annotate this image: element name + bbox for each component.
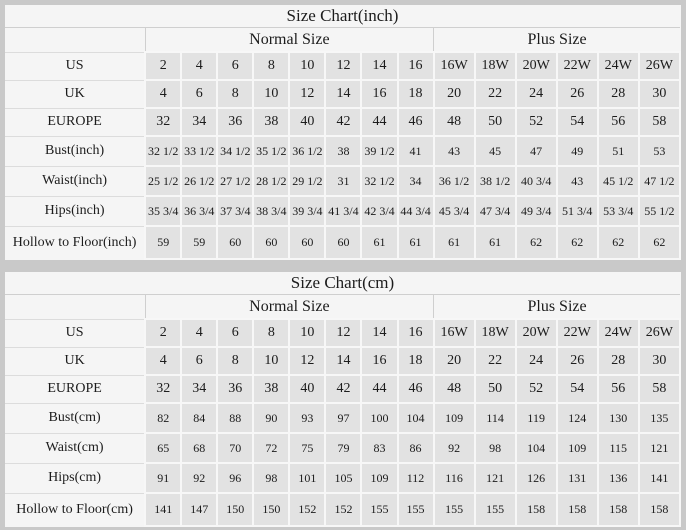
row-label: Waist(cm) <box>5 433 145 463</box>
table-title-row <box>5 5 680 28</box>
size-value-cell: 2 <box>145 319 181 347</box>
size-value-cell: 55 1/2 <box>639 196 680 226</box>
size-value-cell: 60 <box>253 226 289 259</box>
table-row <box>5 196 680 226</box>
table-title-row <box>5 272 680 295</box>
size-value-cell: 28 <box>598 80 639 108</box>
size-value-cell: 6 <box>181 347 217 375</box>
size-value-cell: 155 <box>361 493 397 526</box>
size-value-cell: 45 3/4 <box>434 196 475 226</box>
size-value-cell: 18W <box>475 319 516 347</box>
size-value-cell: 136 <box>598 463 639 493</box>
plus-size-header: Plus Size <box>434 28 680 53</box>
row-label: Bust(inch) <box>5 136 145 166</box>
size-value-cell: 39 3/4 <box>289 196 325 226</box>
size-value-cell: 26W <box>639 319 680 347</box>
size-value-cell: 44 <box>361 375 397 403</box>
size-value-cell: 46 <box>398 108 434 136</box>
size-value-cell: 12 <box>325 319 361 347</box>
size-value-cell: 52 <box>516 375 557 403</box>
size-value-cell: 38 <box>253 375 289 403</box>
size-value-cell: 8 <box>253 52 289 80</box>
size-value-cell: 41 3/4 <box>325 196 361 226</box>
size-value-cell: 155 <box>475 493 516 526</box>
size-value-cell: 35 1/2 <box>253 136 289 166</box>
size-value-cell: 38 <box>253 108 289 136</box>
size-value-cell: 30 <box>639 80 680 108</box>
size-value-cell: 22W <box>557 319 598 347</box>
table-row <box>5 52 680 80</box>
table-row <box>5 463 680 493</box>
size-value-cell: 29 1/2 <box>289 166 325 196</box>
size-value-cell: 147 <box>181 493 217 526</box>
row-label: Bust(cm) <box>5 403 145 433</box>
size-value-cell: 60 <box>325 226 361 259</box>
size-value-cell: 34 <box>181 108 217 136</box>
size-value-cell: 96 <box>217 463 253 493</box>
size-value-cell: 83 <box>361 433 397 463</box>
size-value-cell: 116 <box>434 463 475 493</box>
size-value-cell: 24W <box>598 52 639 80</box>
size-value-cell: 14 <box>361 319 397 347</box>
size-value-cell: 45 <box>475 136 516 166</box>
size-value-cell: 42 <box>325 108 361 136</box>
table-row <box>5 493 680 526</box>
normal-size-header: Normal Size <box>145 295 433 320</box>
size-value-cell: 25 1/2 <box>145 166 181 196</box>
size-value-cell: 48 <box>434 375 475 403</box>
size-value-cell: 38 1/2 <box>475 166 516 196</box>
size-value-cell: 36 <box>217 108 253 136</box>
size-value-cell: 28 1/2 <box>253 166 289 196</box>
size-value-cell: 16 <box>361 347 397 375</box>
size-value-cell: 40 3/4 <box>516 166 557 196</box>
plus-size-header: Plus Size <box>434 295 680 320</box>
size-value-cell: 43 <box>557 166 598 196</box>
row-label: Hollow to Floor(cm) <box>5 493 145 526</box>
size-value-cell: 58 <box>639 375 680 403</box>
size-value-cell: 8 <box>217 347 253 375</box>
size-value-cell: 4 <box>145 347 181 375</box>
size-value-cell: 61 <box>475 226 516 259</box>
size-value-cell: 62 <box>598 226 639 259</box>
row-label: EUROPE <box>5 375 145 403</box>
size-value-cell: 8 <box>253 319 289 347</box>
size-value-cell: 59 <box>145 226 181 259</box>
size-value-cell: 65 <box>145 433 181 463</box>
size-value-cell: 53 <box>639 136 680 166</box>
size-value-cell: 18 <box>398 80 434 108</box>
size-value-cell: 30 <box>639 347 680 375</box>
size-value-cell: 47 <box>516 136 557 166</box>
size-value-cell: 41 <box>398 136 434 166</box>
size-chart-cm-container <box>5 272 681 527</box>
size-value-cell: 40 <box>289 375 325 403</box>
size-value-cell: 6 <box>217 52 253 80</box>
size-value-cell: 14 <box>325 80 361 108</box>
size-value-cell: 14 <box>325 347 361 375</box>
size-value-cell: 100 <box>361 403 397 433</box>
size-value-cell: 34 1/2 <box>217 136 253 166</box>
size-value-cell: 50 <box>475 375 516 403</box>
size-value-cell: 42 <box>325 375 361 403</box>
size-value-cell: 47 3/4 <box>475 196 516 226</box>
size-value-cell: 124 <box>557 403 598 433</box>
size-value-cell: 150 <box>253 493 289 526</box>
size-value-cell: 24 <box>516 80 557 108</box>
size-value-cell: 91 <box>145 463 181 493</box>
size-value-cell: 8 <box>217 80 253 108</box>
size-value-cell: 61 <box>434 226 475 259</box>
size-value-cell: 33 1/2 <box>181 136 217 166</box>
size-value-cell: 12 <box>325 52 361 80</box>
column-group-row <box>5 28 680 53</box>
size-value-cell: 62 <box>557 226 598 259</box>
size-value-cell: 44 <box>361 108 397 136</box>
size-value-cell: 60 <box>217 226 253 259</box>
size-value-cell: 112 <box>398 463 434 493</box>
size-value-cell: 97 <box>325 403 361 433</box>
size-value-cell: 131 <box>557 463 598 493</box>
size-value-cell: 28 <box>598 347 639 375</box>
size-value-cell: 38 <box>325 136 361 166</box>
size-value-cell: 62 <box>516 226 557 259</box>
row-label: Hips(cm) <box>5 463 145 493</box>
size-value-cell: 45 1/2 <box>598 166 639 196</box>
size-value-cell: 51 3/4 <box>557 196 598 226</box>
table-row <box>5 319 680 347</box>
size-value-cell: 16 <box>361 80 397 108</box>
table-row <box>5 347 680 375</box>
size-value-cell: 20 <box>434 80 475 108</box>
size-value-cell: 92 <box>181 463 217 493</box>
size-value-cell: 38 3/4 <box>253 196 289 226</box>
size-value-cell: 24 <box>516 347 557 375</box>
size-value-cell: 88 <box>217 403 253 433</box>
size-value-cell: 36 1/2 <box>289 136 325 166</box>
size-value-cell: 60 <box>289 226 325 259</box>
size-value-cell: 101 <box>289 463 325 493</box>
size-value-cell: 126 <box>516 463 557 493</box>
size-value-cell: 115 <box>598 433 639 463</box>
size-value-cell: 22 <box>475 80 516 108</box>
size-value-cell: 98 <box>253 463 289 493</box>
size-value-cell: 22W <box>557 52 598 80</box>
size-value-cell: 36 <box>217 375 253 403</box>
size-value-cell: 105 <box>325 463 361 493</box>
size-chart-table <box>5 272 681 527</box>
size-value-cell: 104 <box>398 403 434 433</box>
size-chart-inch-container <box>5 5 681 260</box>
row-label: US <box>5 52 145 80</box>
size-value-cell: 18W <box>475 52 516 80</box>
size-value-cell: 49 <box>557 136 598 166</box>
table-row <box>5 375 680 403</box>
table-row <box>5 403 680 433</box>
size-value-cell: 10 <box>289 319 325 347</box>
size-value-cell: 51 <box>598 136 639 166</box>
size-value-cell: 61 <box>398 226 434 259</box>
size-value-cell: 10 <box>289 52 325 80</box>
size-value-cell: 31 <box>325 166 361 196</box>
size-value-cell: 141 <box>145 493 181 526</box>
row-label: Hollow to Floor(inch) <box>5 226 145 259</box>
table-title: Size Chart(inch) <box>5 5 680 28</box>
size-value-cell: 59 <box>181 226 217 259</box>
size-value-cell: 158 <box>516 493 557 526</box>
size-value-cell: 2 <box>145 52 181 80</box>
size-value-cell: 98 <box>475 433 516 463</box>
size-value-cell: 26 1/2 <box>181 166 217 196</box>
size-value-cell: 48 <box>434 108 475 136</box>
size-value-cell: 32 1/2 <box>145 136 181 166</box>
size-value-cell: 35 3/4 <box>145 196 181 226</box>
size-value-cell: 49 3/4 <box>516 196 557 226</box>
size-value-cell: 6 <box>217 319 253 347</box>
corner-cell <box>5 295 145 320</box>
size-value-cell: 109 <box>557 433 598 463</box>
row-label: EUROPE <box>5 108 145 136</box>
size-value-cell: 39 1/2 <box>361 136 397 166</box>
table-title: Size Chart(cm) <box>5 272 680 295</box>
size-value-cell: 20W <box>516 319 557 347</box>
size-value-cell: 4 <box>181 52 217 80</box>
size-value-cell: 109 <box>361 463 397 493</box>
size-chart-table <box>5 5 681 260</box>
table-row <box>5 433 680 463</box>
size-value-cell: 130 <box>598 403 639 433</box>
size-value-cell: 50 <box>475 108 516 136</box>
size-value-cell: 152 <box>325 493 361 526</box>
size-value-cell: 4 <box>181 319 217 347</box>
size-value-cell: 18 <box>398 347 434 375</box>
table-row <box>5 166 680 196</box>
size-value-cell: 72 <box>253 433 289 463</box>
size-value-cell: 158 <box>639 493 680 526</box>
row-label: US <box>5 319 145 347</box>
size-value-cell: 40 <box>289 108 325 136</box>
size-value-cell: 119 <box>516 403 557 433</box>
table-body <box>5 5 680 259</box>
size-value-cell: 10 <box>253 80 289 108</box>
size-value-cell: 56 <box>598 375 639 403</box>
size-value-cell: 22 <box>475 347 516 375</box>
size-value-cell: 141 <box>639 463 680 493</box>
size-value-cell: 135 <box>639 403 680 433</box>
size-value-cell: 14 <box>361 52 397 80</box>
size-value-cell: 36 3/4 <box>181 196 217 226</box>
normal-size-header: Normal Size <box>145 28 433 53</box>
size-value-cell: 86 <box>398 433 434 463</box>
size-value-cell: 43 <box>434 136 475 166</box>
size-value-cell: 24W <box>598 319 639 347</box>
size-value-cell: 68 <box>181 433 217 463</box>
size-value-cell: 158 <box>598 493 639 526</box>
size-value-cell: 36 1/2 <box>434 166 475 196</box>
size-value-cell: 42 3/4 <box>361 196 397 226</box>
size-value-cell: 158 <box>557 493 598 526</box>
size-value-cell: 12 <box>289 80 325 108</box>
size-value-cell: 109 <box>434 403 475 433</box>
size-value-cell: 61 <box>361 226 397 259</box>
size-value-cell: 47 1/2 <box>639 166 680 196</box>
size-value-cell: 90 <box>253 403 289 433</box>
column-group-row <box>5 295 680 320</box>
size-value-cell: 16W <box>434 52 475 80</box>
size-value-cell: 121 <box>475 463 516 493</box>
size-value-cell: 56 <box>598 108 639 136</box>
size-value-cell: 104 <box>516 433 557 463</box>
table-body <box>5 272 680 526</box>
size-value-cell: 44 3/4 <box>398 196 434 226</box>
size-value-cell: 20W <box>516 52 557 80</box>
size-value-cell: 16 <box>398 319 434 347</box>
size-value-cell: 26W <box>639 52 680 80</box>
size-value-cell: 155 <box>398 493 434 526</box>
size-value-cell: 152 <box>289 493 325 526</box>
size-value-cell: 26 <box>557 80 598 108</box>
size-value-cell: 32 <box>145 108 181 136</box>
row-label: Waist(inch) <box>5 166 145 196</box>
table-row <box>5 136 680 166</box>
row-label: UK <box>5 347 145 375</box>
row-label: Hips(inch) <box>5 196 145 226</box>
size-value-cell: 121 <box>639 433 680 463</box>
size-value-cell: 37 3/4 <box>217 196 253 226</box>
size-value-cell: 26 <box>557 347 598 375</box>
size-value-cell: 20 <box>434 347 475 375</box>
size-value-cell: 62 <box>639 226 680 259</box>
size-value-cell: 34 <box>181 375 217 403</box>
size-value-cell: 79 <box>325 433 361 463</box>
row-label: UK <box>5 80 145 108</box>
size-value-cell: 32 1/2 <box>361 166 397 196</box>
size-value-cell: 150 <box>217 493 253 526</box>
corner-cell <box>5 28 145 53</box>
table-row <box>5 80 680 108</box>
size-value-cell: 53 3/4 <box>598 196 639 226</box>
size-value-cell: 54 <box>557 108 598 136</box>
table-row <box>5 108 680 136</box>
size-value-cell: 6 <box>181 80 217 108</box>
size-value-cell: 52 <box>516 108 557 136</box>
size-value-cell: 32 <box>145 375 181 403</box>
size-value-cell: 114 <box>475 403 516 433</box>
size-value-cell: 155 <box>434 493 475 526</box>
size-value-cell: 4 <box>145 80 181 108</box>
size-value-cell: 70 <box>217 433 253 463</box>
size-value-cell: 58 <box>639 108 680 136</box>
size-value-cell: 16W <box>434 319 475 347</box>
size-value-cell: 84 <box>181 403 217 433</box>
size-value-cell: 10 <box>253 347 289 375</box>
size-value-cell: 75 <box>289 433 325 463</box>
size-value-cell: 34 <box>398 166 434 196</box>
size-value-cell: 16 <box>398 52 434 80</box>
size-value-cell: 82 <box>145 403 181 433</box>
size-value-cell: 12 <box>289 347 325 375</box>
table-row <box>5 226 680 259</box>
size-value-cell: 27 1/2 <box>217 166 253 196</box>
size-value-cell: 92 <box>434 433 475 463</box>
size-value-cell: 46 <box>398 375 434 403</box>
size-value-cell: 54 <box>557 375 598 403</box>
size-value-cell: 93 <box>289 403 325 433</box>
